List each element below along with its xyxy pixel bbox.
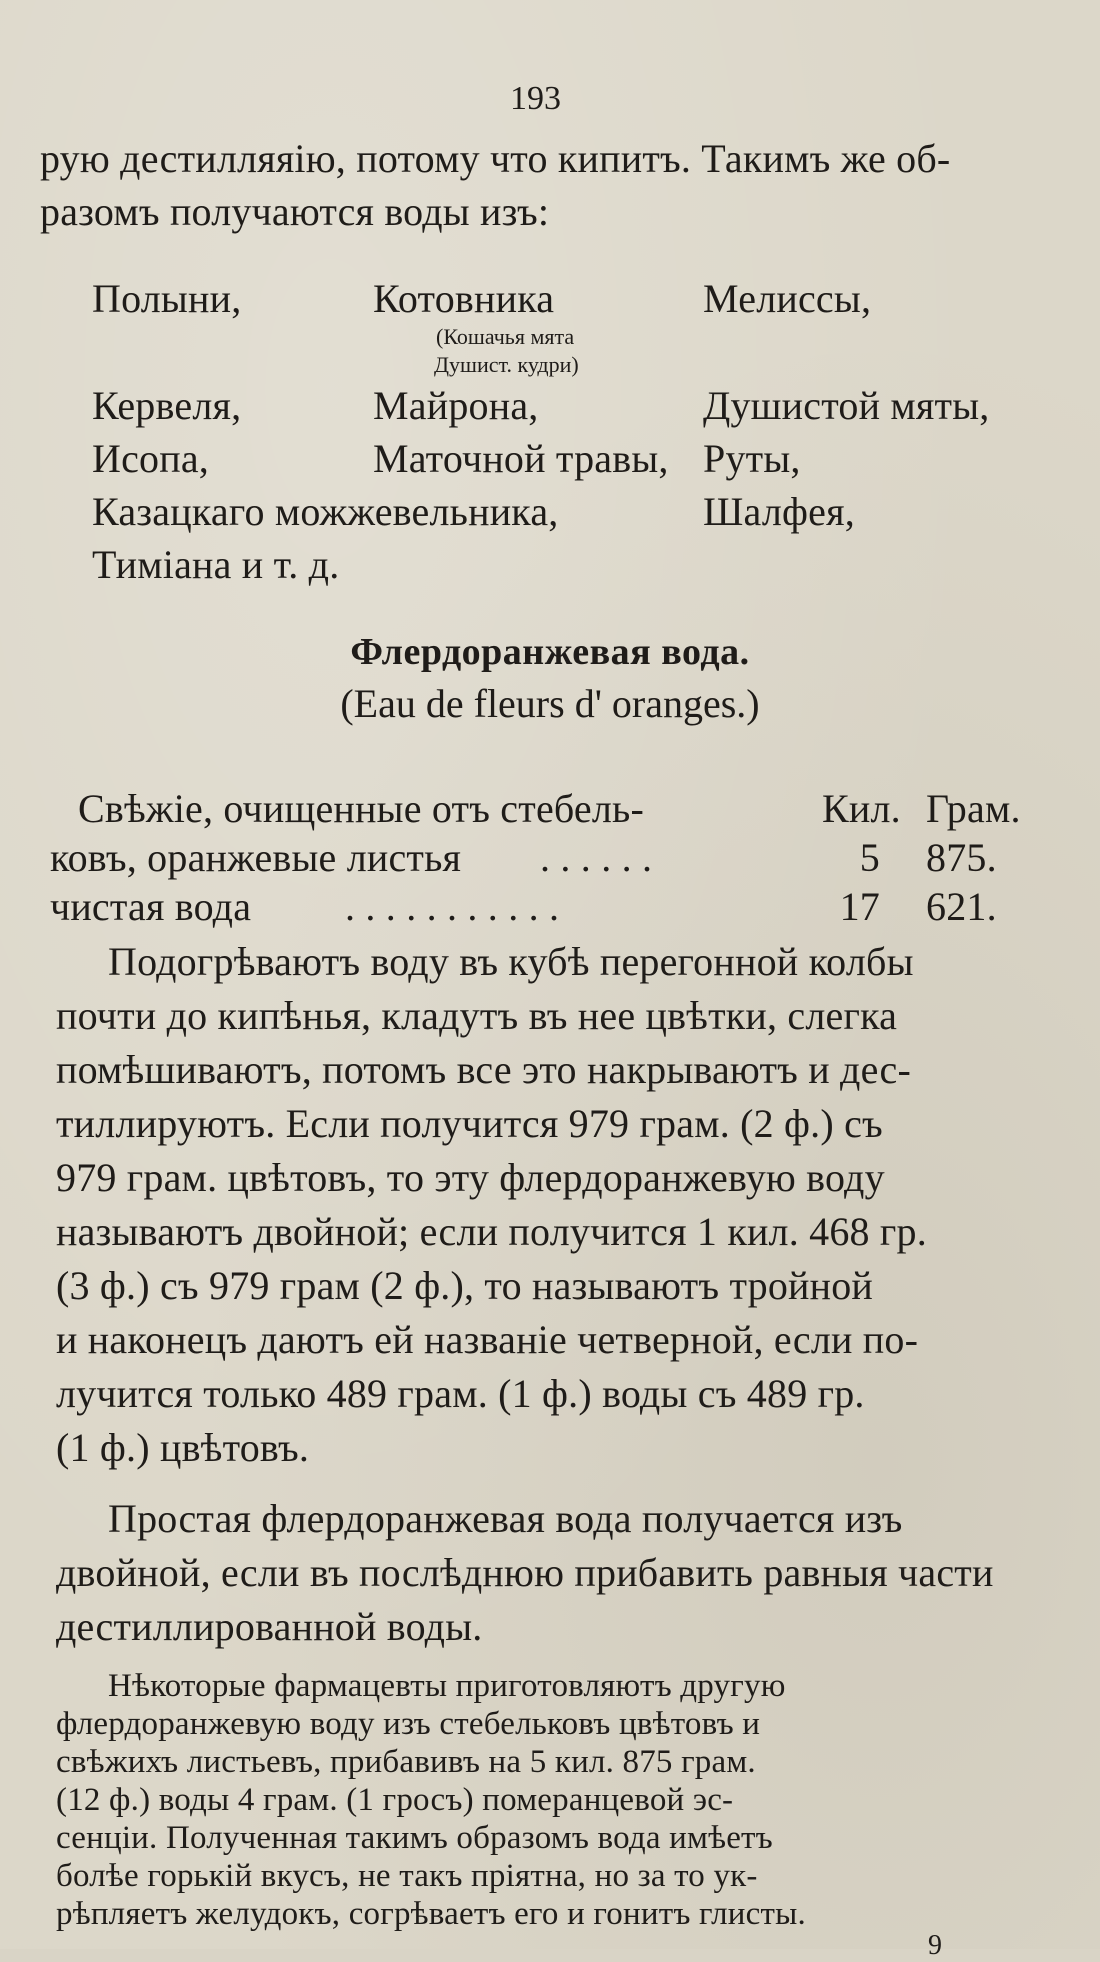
para1-line-1: Подогрѣваютъ воду въ кубѣ перегонной колбы (108, 939, 914, 984)
para3-line-1: Нѣкоторые фармацевты приготовляютъ другую (108, 1668, 786, 1704)
para3-line-2: флердоранжевую воду изъ стебельковъ цвѣтовъ и (56, 1706, 761, 1742)
section-title: Флердоранжевая вода. (350, 631, 750, 673)
para1-line-5: 979 грам. цвѣтовъ, то эту флердоранжевую воду (56, 1155, 885, 1200)
recipe-row-1-label: Свѣжіе, очищенные отъ стебель- (78, 786, 644, 831)
recipe-row-2-label: ковъ, оранжевые листья (50, 835, 462, 880)
herb-polyni: Полыни, (92, 276, 242, 321)
page-number-top: 193 (510, 80, 561, 117)
para3-line-5: сенціи. Полученная такимъ образомъ вода имѣетъ (56, 1820, 773, 1856)
para1-line-2: почти до кипѣнья, кладутъ въ нее цвѣтки, слегка (56, 993, 898, 1038)
intro-line-2: разомъ получаются воды изъ: (40, 189, 550, 234)
herb-isopa: Исопа, (92, 436, 210, 481)
para1-line-7: (3 ф.) съ 979 грам (2 ф.), то называютъ тройной (56, 1263, 874, 1308)
herb-melissy: Мелиссы, (703, 276, 872, 321)
section-subtitle: (Eau de fleurs d' oranges.) (340, 681, 760, 726)
herb-kazatskago: Казацкаго можжевельника, (92, 489, 559, 534)
para3-line-6: болѣе горькій вкусъ, не такъ пріятна, но за то ук- (56, 1858, 758, 1894)
herb-kervelya: Кервеля, (92, 383, 242, 428)
herb-maiyrona: Майрона, (373, 383, 539, 428)
recipe-row-3-gram: 621. (926, 884, 997, 929)
herb-dushistoi-myaty: Душистой мяты, (703, 383, 990, 428)
para1-line-3: помѣшиваютъ, потомъ все это накрываютъ и дес- (56, 1047, 912, 1092)
herb-note-line-2: Душист. кудри) (434, 352, 579, 377)
para2-line-3: дестиллированной воды. (56, 1604, 483, 1649)
para1-line-4: тиллируютъ. Если получится 979 грам. (2 ф.) съ (56, 1101, 883, 1146)
para1-line-6: называютъ двойной; если получится 1 кил. 468 гр. (56, 1209, 927, 1254)
recipe-row-3-dots: . . . . . . . . . . . (345, 884, 560, 929)
herb-timiana: Тиміана и т. д. (92, 542, 340, 587)
para1-line-10: (1 ф.) цвѣтовъ. (56, 1425, 310, 1470)
para3-line-3: свѣжихъ листьевъ, прибавивъ на 5 кил. 875 грам. (56, 1744, 756, 1780)
recipe-row-2-dots: . . . . . . (540, 835, 653, 880)
recipe-row-3-label: чистая вода (50, 884, 252, 929)
herb-ruty: Руты, (703, 436, 801, 481)
herb-note-line-1: (Кошачья мята (436, 324, 575, 349)
recipe-header-gram: Грам. (926, 786, 1021, 831)
para1-line-8: и наконецъ даютъ ей названіе четверной, если по- (56, 1317, 919, 1362)
para3-line-7: рѣпляетъ желудокъ, согрѣваетъ его и гонитъ глисты. (56, 1896, 806, 1932)
para2-line-2: двойной, если въ послѣднюю прибавить равныя части (56, 1550, 994, 1595)
para3-line-4: (12 ф.) воды 4 грам. (1 гросъ) померанцевой эс- (56, 1782, 734, 1818)
recipe-header-kil: Кил. (822, 786, 901, 831)
recipe-row-2-gram: 875. (926, 835, 997, 880)
para1-line-9: лучится только 489 грам. (1 ф.) воды съ 489 гр. (56, 1371, 865, 1416)
herb-shalfeya: Шалфея, (703, 489, 855, 534)
recipe-row-2-kil: 5 (859, 835, 880, 880)
herb-kotovnika: Котовника (373, 276, 555, 321)
recipe-row-3-kil: 17 (839, 884, 880, 929)
page-number-bottom: 9 (928, 1930, 942, 1961)
intro-line-1: рую дестилляяію, потому что кипитъ. Такимъ же об- (40, 136, 951, 181)
herb-matochnoi-travy: Маточной травы, (373, 436, 669, 481)
para2-line-1: Простая флердоранжевая вода получается изъ (108, 1496, 903, 1541)
